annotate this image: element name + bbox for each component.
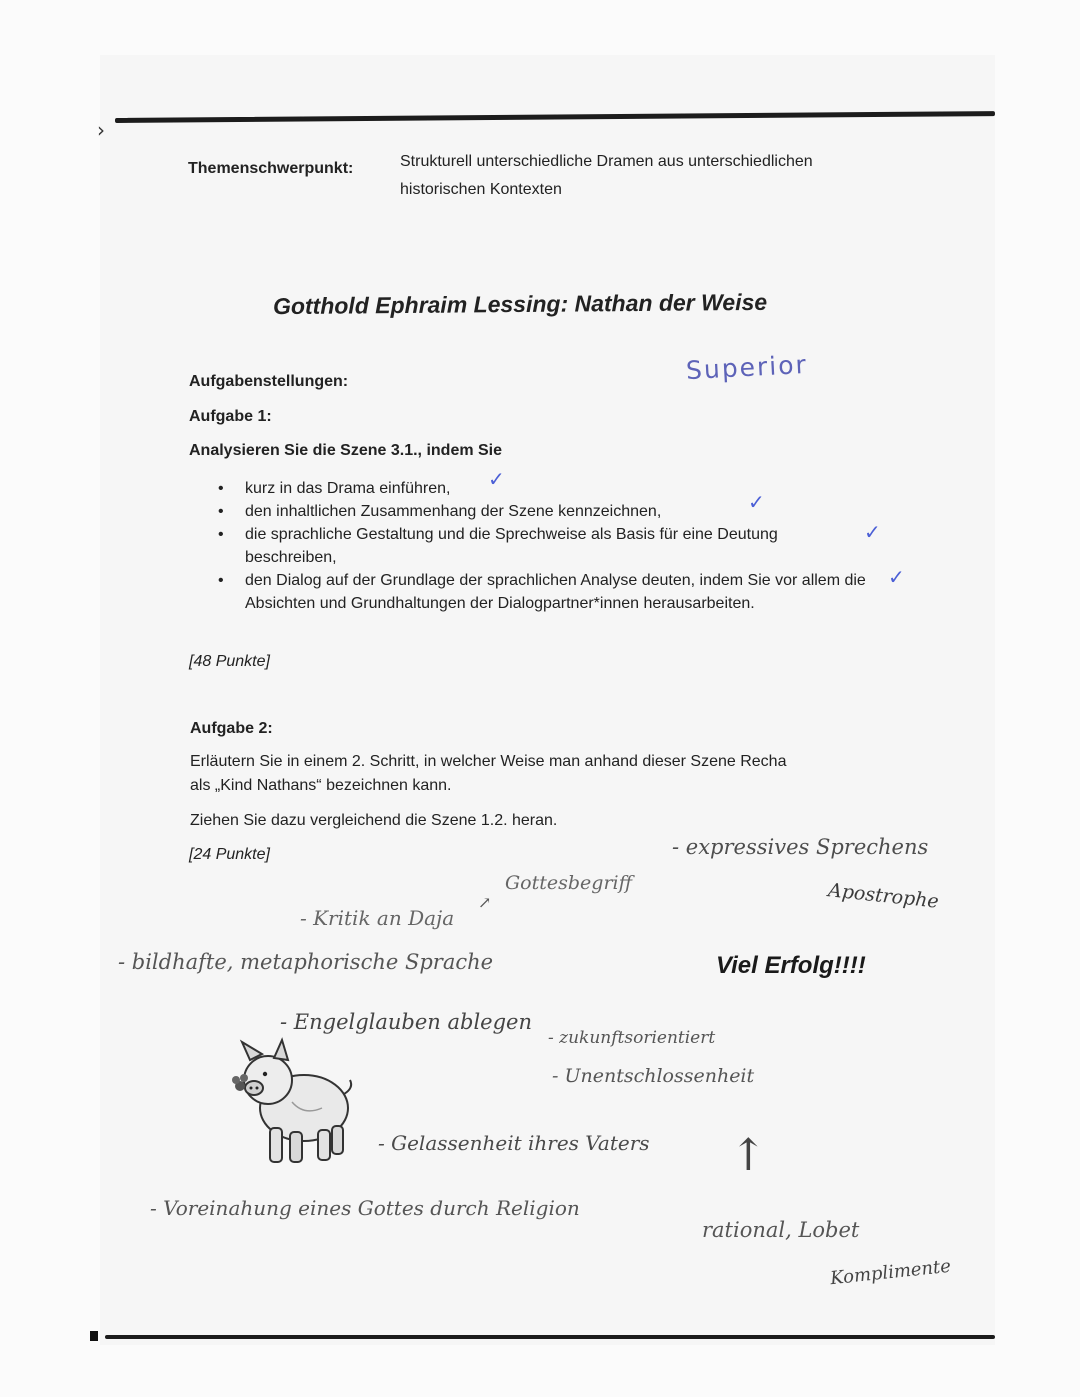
tasks-heading: Aufgabenstellungen: xyxy=(189,373,349,390)
handwritten-appropriation: - Voreinahung eines Gottes durch Religion xyxy=(150,1196,580,1220)
checkmark-icon: ✓ xyxy=(888,565,905,589)
edge-marker xyxy=(90,1331,98,1341)
handwritten-expressive: - expressives Sprechens xyxy=(672,835,929,859)
document-title: Gotthold Ephraim Lessing: Nathan der Weise xyxy=(272,288,768,320)
task2-text-line-1: Erläutern Sie in einem 2. Schritt, in welcher Weise man anhand dieser Szene Recha xyxy=(190,753,787,770)
task2-text-line-3: Ziehen Sie dazu vergleichend die Szene 1.2. heran. xyxy=(190,812,558,829)
handwritten-superior: Superior xyxy=(685,349,809,386)
handwritten-rational: rational, Lobet xyxy=(702,1218,860,1242)
task2-points: [24 Punkte] xyxy=(189,846,270,863)
task1-intro: Analysieren Sie die Szene 3.1., indem Sie xyxy=(189,442,503,459)
handwritten-angels: - Engelglauben ablegen xyxy=(280,1010,532,1034)
handwritten-indecision: - Unentschlossenheit xyxy=(552,1065,755,1087)
task2-heading: Aufgabe 2: xyxy=(190,720,273,737)
handwritten-compliments: Komplimente xyxy=(829,1255,952,1290)
corner-chevron-icon: › xyxy=(97,118,105,142)
task1-points: [48 Punkte] xyxy=(189,653,270,670)
handwritten-calmness: - Gelassenheit ihres Vaters xyxy=(378,1131,650,1155)
checkmark-icon: ✓ xyxy=(748,490,765,514)
closing-text: Viel Erfolg!!!! xyxy=(716,952,866,979)
checkmark-icon: ✓ xyxy=(864,520,881,544)
task1-list xyxy=(218,477,878,615)
task1-heading: Aufgabe 1: xyxy=(189,408,272,425)
bottom-rule xyxy=(105,1335,995,1339)
focus-text-line-2: historischen Kontexten xyxy=(400,181,562,198)
arrow-up-icon: ↑ xyxy=(730,1130,767,1181)
handwritten-god-concept: Gottesbegriff xyxy=(505,872,633,894)
pig-doodle-icon xyxy=(232,1030,362,1170)
list-item: • die sprachliche Gestaltung und die Sprechweise als Basis für eine Deutung beschreiben, xyxy=(218,523,865,569)
handwritten-apostrophe: Apostrophe xyxy=(827,879,940,913)
focus-label: Themenschwerpunkt: xyxy=(188,160,354,177)
list-item: • den Dialog auf der Grundlage der sprachlichen Analyse deuten, indem Sie vor allem die Absichten und Grundhaltungen der Dialogpartner*innen herausarbeiten. xyxy=(218,569,875,615)
handwritten-imagery: - bildhafte, metaphorische Sprache xyxy=(118,950,494,974)
handwritten-critique: - Kritik an Daja xyxy=(300,906,455,930)
checkmark-icon: ✓ xyxy=(488,467,505,491)
list-item: • den inhaltlichen Zusammenhang der Szene kennzeichnen, xyxy=(218,500,878,523)
task2-text-line-2: als „Kind Nathans“ bezeichnen kann. xyxy=(190,777,452,794)
handwritten-future: - zukunftsorientiert xyxy=(548,1028,716,1048)
arrow-icon: ↗ xyxy=(478,893,492,912)
list-item: • kurz in das Drama einführen, xyxy=(218,477,878,500)
focus-text-line-1: Strukturell unterschiedliche Dramen aus unterschiedlichen xyxy=(400,153,813,170)
